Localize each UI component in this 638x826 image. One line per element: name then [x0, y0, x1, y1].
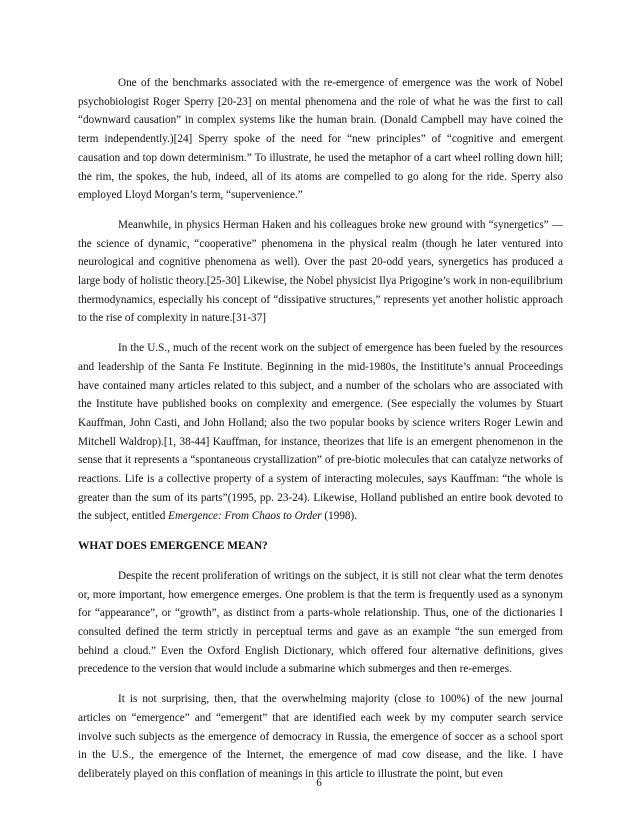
section-heading: WHAT DOES EMERGENCE MEAN?: [78, 540, 268, 553]
page-number: 6: [316, 777, 322, 789]
book-title-emergence: Emergence: From Chaos to Order: [168, 510, 322, 523]
paragraph-haken: Meanwhile, in physics Herman Haken and his colleagues broke new ground with “synergetics” — the science of dynamic, “cooperative” phenomena in the physical realm (though he later ventured into neurological and cognitive phenomena as well). Over the past 20-odd years, synergetics has produced a large body of holistic theory.[25-30] Likewise, the Nobel physicist Ilya Prigogine’s work in non-equilibrium thermodynamics, especially his concept of “dissipative structures,” represents yet another holistic approach to the rise of complexity in nature.[31-37]: [78, 218, 563, 325]
paragraph-santa-fe-text: In the U.S., much of the recent work on the subject of emergence has been fueled by the resources and leadership of the Santa Fe Institute. Beginning in the mid-1980s, the Instititute’s annual Proceedings have contained many articles related to this subject, and a number of the scholars who are associated with the Institute have published books on complexity and emergence. (See especially the volumes by Stuart Kauffman, John Casti, and John Holland; also the two popular books by science writers Roger Lewin and Mitchell Waldrop).[1, 38-44] Kauffman, for instance, theorizes that life is an emergent phenomenon in the sense that it represents a “spontaneous crystallization” of pre-biotic molecules that can catalyze networks of reactions. Life is a collective property of a system of interacting molecules, says Kauffman: “the whole is greater than the sum of its parts”(1995, pp. 23-24). Likewise, Holland published an entire book devoted to the subject, entitled: [78, 342, 563, 523]
paragraph-journal-articles: It is not surprising, then, that the overwhelming majority (close to 100%) of the new journal articles on “emergence” and “emergent” that are identified each week by my computer search service involve such subjects as the emergence of democracy in Russia, the emergence of soccer as a school sport in the U.S., the emergence of the Internet, the emergence of mad cow disease, and the like. I have deliberately played on this conflation of meanings in this article to illustrate the point, but even: [78, 693, 563, 780]
paragraph-santa-fe-year: (1998).: [321, 510, 358, 523]
document-page: [78, 74, 563, 795]
paragraph-definition: Despite the recent proliferation of writings on the subject, it is still not clear what the term denotes or, more important, how emergence emerges. One problem is that the term is frequently used as a synonym for “appearance”, or “growth”, as distinct from a parts-whole relationship. Thus, one of the dictionaries I consulted defined the term strictly in perceptual terms and gave as an example “the sun emerged from behind a cloud.” Even the Oxford English Dictionary, which offered four alternative definitions, gives precedence to the version that would include a submarine which submerges and then re-emerges.: [78, 569, 563, 676]
paragraph-sperry: One of the benchmarks associated with the re-emergence of emergence was the work of Nobel psychobiologist Roger Sperry [20-23] on mental phenomena and the role of what he was the first to call “downward causation” in complex systems like the human brain. (Donald Campbell may have coined the term independently.)[24] Sperry spoke of the need for “new principles” of “cognitive and emergent causation and top down determinism.” To illustrate, he used the metaphor of a cart wheel rolling down hill; the rim, the spokes, the hub, indeed, all of its atoms are compelled to go along for the ride. Sperry also employed Lloyd Morgan’s term, “supervenience.”: [78, 77, 563, 202]
paragraph-santa-fe: [78, 339, 563, 526]
